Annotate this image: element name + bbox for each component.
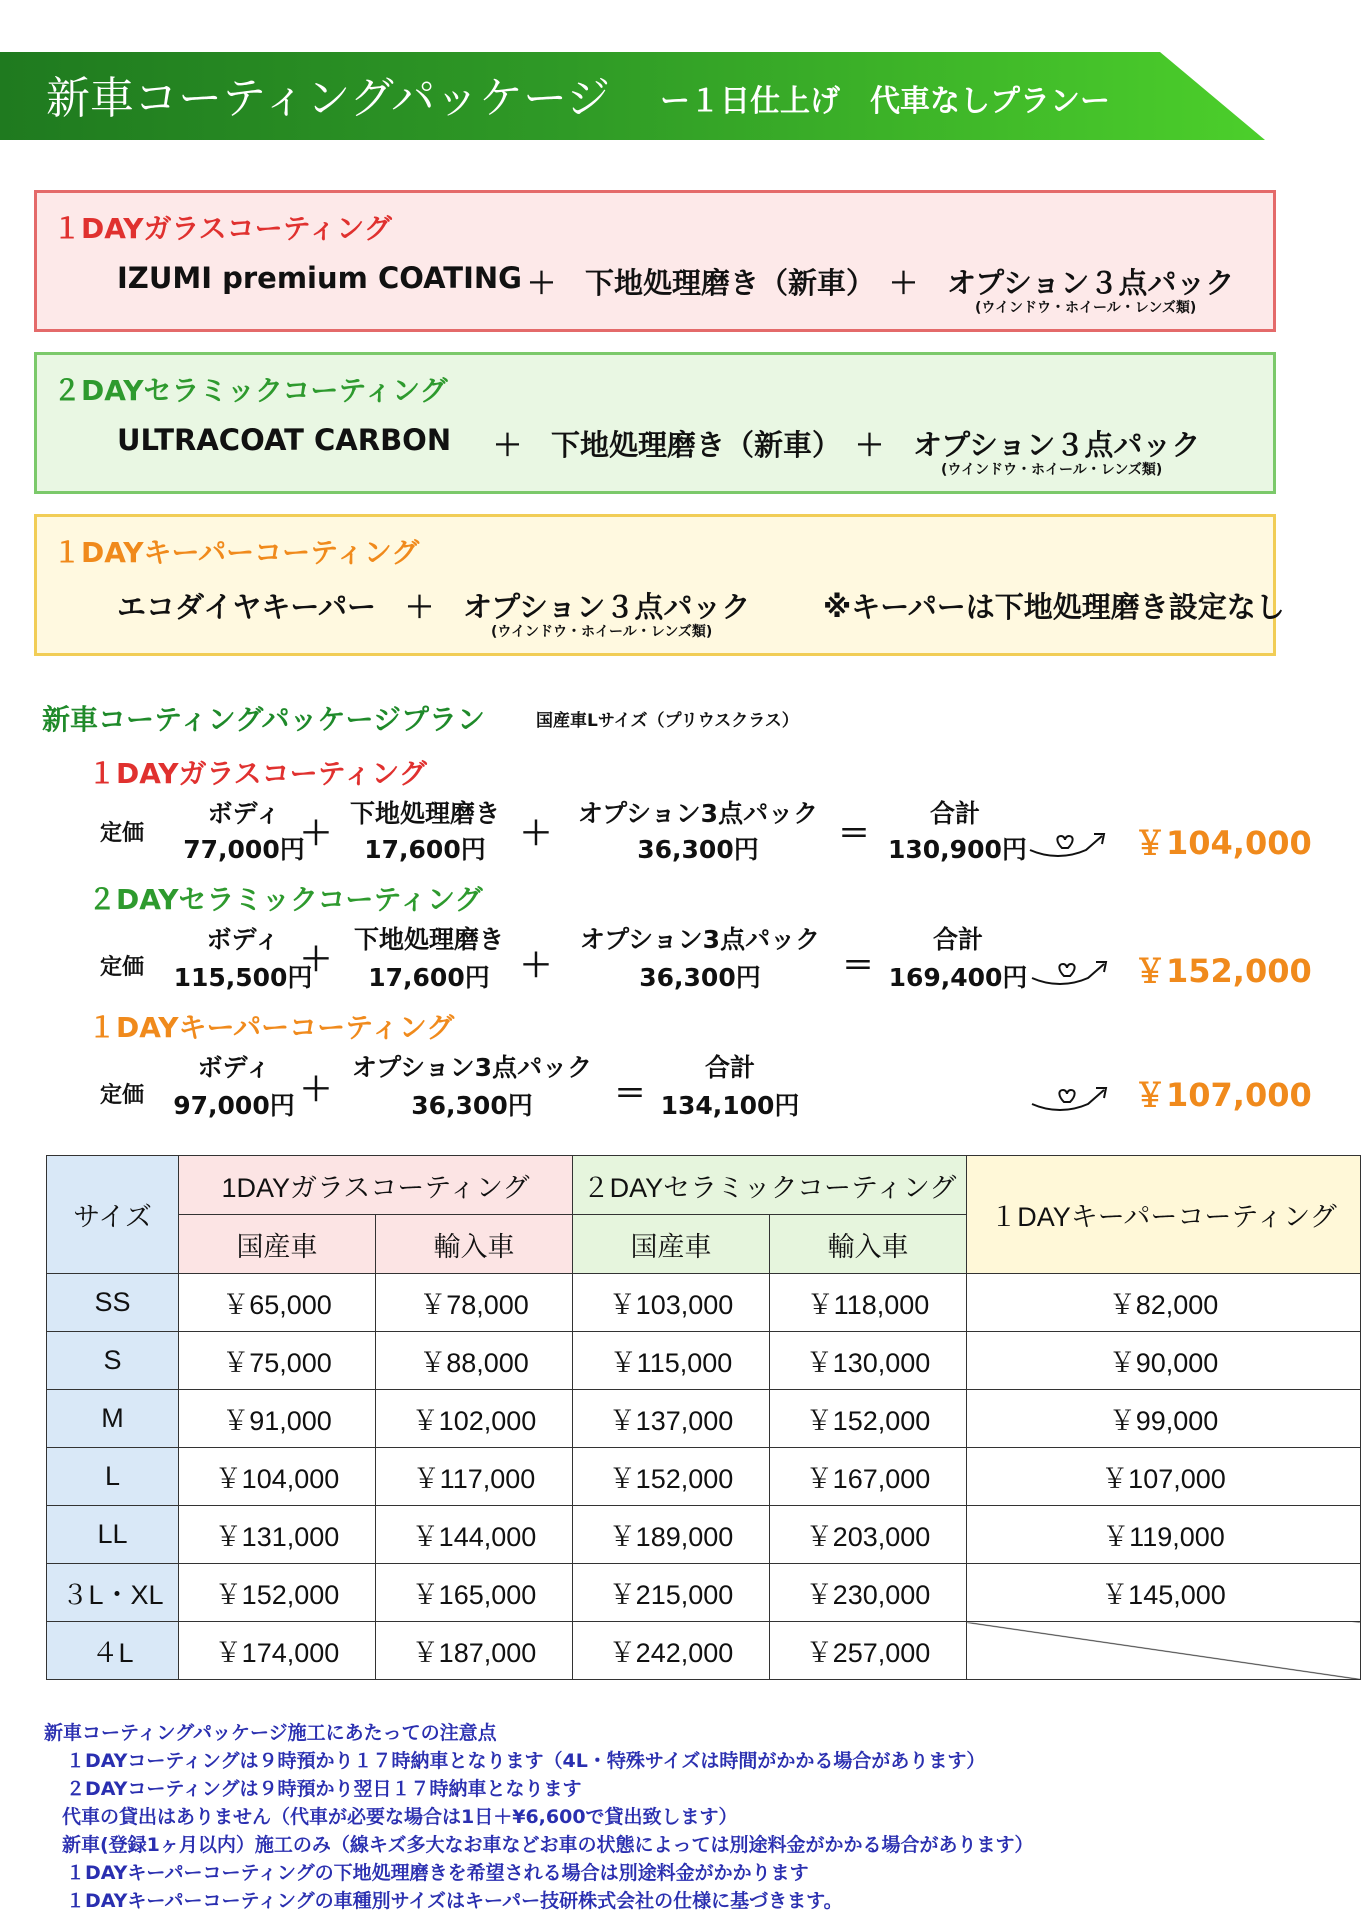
price-cell: ￥102,000: [376, 1390, 573, 1448]
notes-title: 新車コーティングパッケージ施工にあたっての注意点: [44, 1722, 497, 1744]
heart-arrow-icon: [1030, 948, 1112, 992]
note-line: １DAYキーパーコーティングの下地処理磨きを希望される場合は別途料金がかかります: [66, 1862, 809, 1884]
heart-arrow-icon: [1028, 820, 1110, 864]
plan-note: (ウインドウ・ホイール・レンズ類): [941, 462, 1163, 478]
note-line: １DAYコーティングは９時預かり１７時納車となります（4L・特殊サイズは時間がかかる場合があります）: [66, 1750, 986, 1772]
heart-arrow-icon: [1030, 1074, 1112, 1118]
price-cell: ￥242,000: [573, 1622, 770, 1680]
ceramic-package-title: ２DAYセラミックコーティング: [88, 883, 483, 916]
table-row: [47, 1274, 1361, 1332]
glass-header: 1DAYガラスコーティング: [179, 1156, 573, 1215]
size-cell: L: [47, 1448, 179, 1506]
plan-note: (ウインドウ・ホイール・レンズ類): [975, 300, 1197, 316]
body-price: 77,000円: [183, 835, 305, 864]
plus-sign: ＋: [855, 428, 885, 462]
price-cell: ￥91,000: [179, 1390, 376, 1448]
price-cell: ￥78,000: [376, 1274, 573, 1332]
price-cell: ￥103,000: [573, 1274, 770, 1332]
final-price: ￥107,000: [1134, 1076, 1312, 1114]
price-label: 定価: [100, 1083, 145, 1108]
equals-sign: ＝: [842, 946, 875, 984]
price-cell: ￥115,000: [573, 1332, 770, 1390]
option-label: オプション3点パック: [577, 799, 819, 828]
equals-sign: ＝: [614, 1074, 647, 1112]
polish-label: 下地処理磨き: [349, 799, 500, 828]
price-label: 定価: [100, 821, 145, 846]
plus-sign: ＋: [493, 428, 523, 462]
domestic-header: 国産車: [573, 1215, 770, 1274]
note-line: ２DAYコーティングは９時預かり翌日１７時納車となります: [66, 1778, 582, 1800]
body-label: ボディ: [206, 925, 280, 954]
plan-remark: ※キーパーは下地処理磨き設定なし: [823, 590, 1285, 624]
price-cell: ￥174,000: [179, 1622, 376, 1680]
price-cell: ￥165,000: [376, 1564, 573, 1622]
plan-item: 下地処理磨き（新車）: [551, 428, 842, 462]
price-table: [46, 1155, 1361, 1680]
price-cell: ￥82,000: [967, 1274, 1361, 1332]
imported-header: 輸入車: [376, 1215, 573, 1274]
table-row: [47, 1622, 1361, 1680]
plan-item: ULTRACOAT CARBON: [117, 423, 452, 457]
price-cell: ￥152,000: [770, 1390, 967, 1448]
plus-sign: ＋: [527, 266, 557, 300]
plan-note: (ウインドウ・ホイール・レンズ類): [491, 624, 713, 640]
package-subtitle: 国産車Lサイズ（プリウスクラス）: [536, 711, 799, 731]
body-price: 97,000円: [173, 1091, 295, 1120]
size-cell: M: [47, 1390, 179, 1448]
final-price: ￥152,000: [1134, 952, 1312, 990]
plus-sign: ＋: [889, 266, 919, 300]
body-label: ボディ: [207, 799, 281, 828]
price-cell: ￥145,000: [967, 1564, 1361, 1622]
table-row: [47, 1448, 1361, 1506]
price-cell: ￥152,000: [573, 1448, 770, 1506]
price-cell: ￥90,000: [967, 1332, 1361, 1390]
price-cell: ￥107,000: [967, 1448, 1361, 1506]
polish-price: 17,600円: [368, 963, 490, 992]
price-cell: ￥119,000: [967, 1506, 1361, 1564]
size-header: サイズ: [47, 1156, 179, 1274]
note-line: 新車(登録1ヶ月以内）施工のみ（線キズ多大なお車などお車の状態によっては別途料金がかかる場合があります）: [62, 1834, 1034, 1856]
body-price: 115,500円: [173, 963, 313, 992]
plan-item: オプション３点パック: [947, 266, 1235, 300]
total-label: 合計: [932, 925, 983, 954]
plan-item: エコダイヤキーパー: [117, 590, 376, 624]
note-line: 代車の貸出はありません（代車が必要な場合は1日＋¥6,600で貸出致します）: [62, 1806, 738, 1828]
plus-sign: ＋: [520, 814, 553, 852]
imported-header: 輸入車: [770, 1215, 967, 1274]
equals-sign: ＝: [838, 814, 871, 852]
size-cell: ４L: [47, 1622, 179, 1680]
plan-item: 下地処理磨き（新車）: [585, 266, 876, 300]
note-line: １DAYキーパーコーティングの車種別サイズはキーパー技研株式会社の仕様に基づきます。: [66, 1890, 843, 1912]
plus-sign: ＋: [520, 946, 553, 984]
page-title: 新車コーティングパッケージ: [46, 73, 611, 124]
plus-sign: ＋: [300, 940, 333, 978]
plan-title: １DAYキーパーコーティング: [53, 536, 420, 569]
domestic-header: 国産車: [179, 1215, 376, 1274]
plan-item: オプション３点パック: [463, 590, 751, 624]
price-cell: ￥215,000: [573, 1564, 770, 1622]
price-cell: ￥203,000: [770, 1506, 967, 1564]
price-cell: ￥230,000: [770, 1564, 967, 1622]
total-price: 134,100円: [660, 1091, 800, 1120]
plus-sign: ＋: [405, 590, 435, 624]
size-cell: LL: [47, 1506, 179, 1564]
plan-box-glass: [34, 190, 1276, 332]
total-price: 169,400円: [888, 963, 1028, 992]
price-label: 定価: [100, 955, 145, 980]
glass-package-title: １DAYガラスコーティング: [88, 757, 427, 790]
price-cell: ￥104,000: [179, 1448, 376, 1506]
price-cell: ￥144,000: [376, 1506, 573, 1564]
package-title: 新車コーティングパッケージプラン: [42, 703, 485, 736]
price-cell: ￥75,000: [179, 1332, 376, 1390]
option-label: オプション3点パック: [579, 925, 821, 954]
option-price: 36,300円: [637, 835, 759, 864]
plan-item: IZUMI premium COATING: [117, 261, 522, 295]
final-price: ￥104,000: [1134, 824, 1312, 862]
price-cell: ￥130,000: [770, 1332, 967, 1390]
option-label: オプション3点パック: [351, 1053, 593, 1082]
total-price: 130,900円: [888, 835, 1027, 864]
plus-sign: ＋: [300, 814, 333, 852]
table-row: [47, 1332, 1361, 1390]
table-row: [47, 1506, 1361, 1564]
price-cell: ￥257,000: [770, 1622, 967, 1680]
price-cell: ￥137,000: [573, 1390, 770, 1448]
total-label: 合計: [929, 799, 980, 828]
ceramic-header: ２DAYセラミックコーティング: [573, 1156, 967, 1215]
option-price: 36,300円: [639, 963, 761, 992]
not-available-cell: [967, 1622, 1361, 1680]
plan-title: ２DAYセラミックコーティング: [53, 374, 448, 407]
price-cell: ￥131,000: [179, 1506, 376, 1564]
size-cell: S: [47, 1332, 179, 1390]
price-cell: ￥167,000: [770, 1448, 967, 1506]
price-cell: ￥118,000: [770, 1274, 967, 1332]
price-cell: ￥99,000: [967, 1390, 1361, 1448]
price-cell: ￥117,000: [376, 1448, 573, 1506]
plan-box-ceramic: [34, 352, 1276, 494]
polish-label: 下地処理磨き: [353, 925, 504, 954]
price-cell: ￥189,000: [573, 1506, 770, 1564]
plan-box-keeper: [34, 514, 1285, 656]
size-cell: ３L・XL: [47, 1564, 179, 1622]
plan-title: １DAYガラスコーティング: [53, 212, 392, 245]
plus-sign: ＋: [300, 1070, 333, 1108]
size-cell: SS: [47, 1274, 179, 1332]
page-subtitle: ー１日仕上げ 代車なしプランー: [660, 84, 1110, 119]
total-label: 合計: [704, 1053, 755, 1082]
price-cell: ￥152,000: [179, 1564, 376, 1622]
keeper-header: １DAYキーパーコーティング: [967, 1156, 1361, 1274]
table-row: [47, 1390, 1361, 1448]
table-row: [47, 1564, 1361, 1622]
body-label: ボディ: [197, 1053, 271, 1082]
price-cell: ￥88,000: [376, 1332, 573, 1390]
option-price: 36,300円: [411, 1091, 533, 1120]
keeper-package-title: １DAYキーパーコーティング: [88, 1011, 455, 1044]
polish-price: 17,600円: [364, 835, 486, 864]
price-cell: ￥187,000: [376, 1622, 573, 1680]
price-cell: ￥65,000: [179, 1274, 376, 1332]
plan-item: オプション３点パック: [913, 428, 1201, 462]
